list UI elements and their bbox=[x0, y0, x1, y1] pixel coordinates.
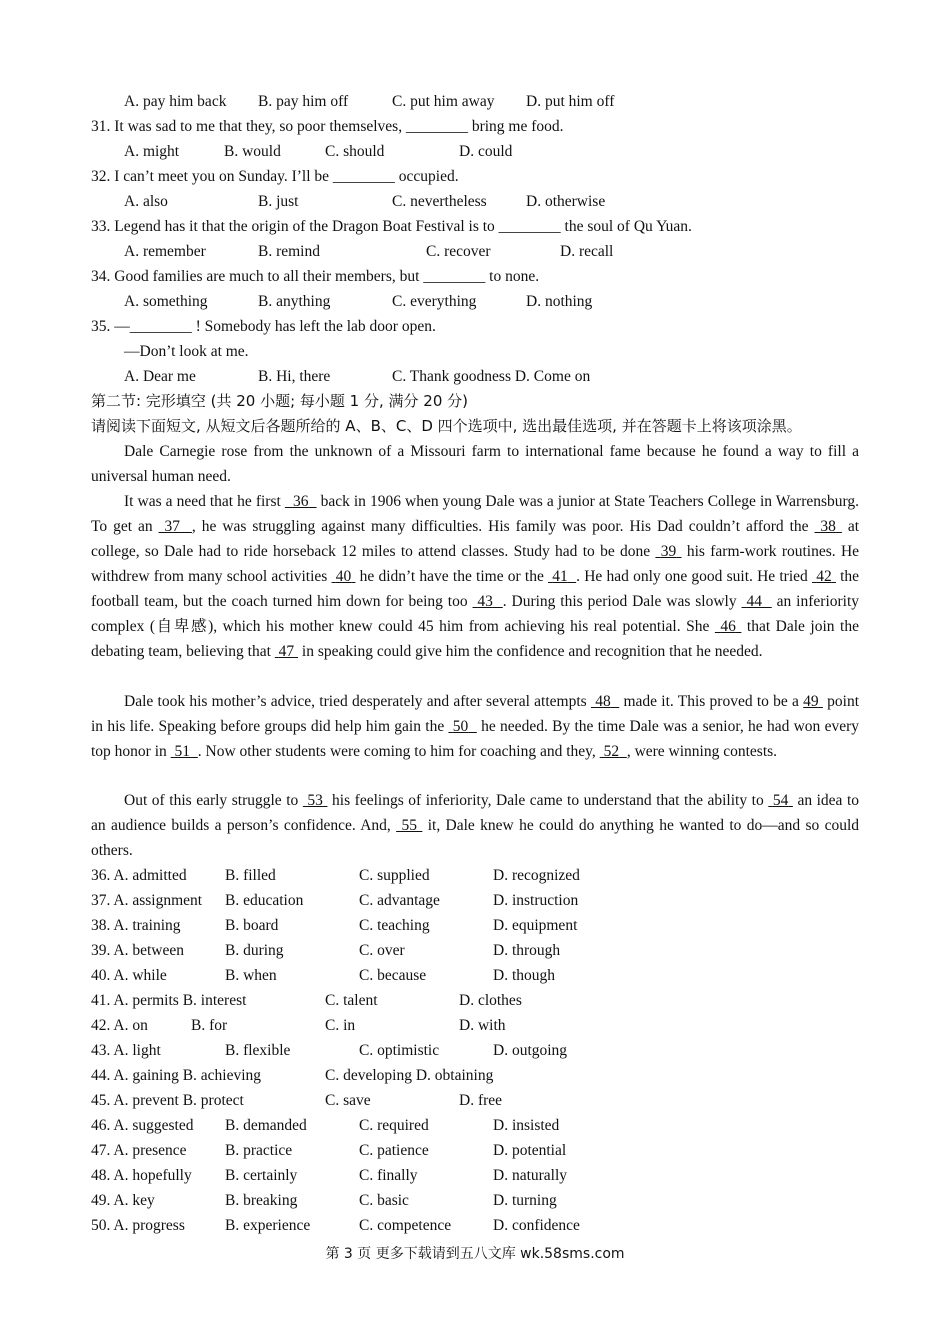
option: A. remember bbox=[124, 243, 206, 260]
cloze-option-row bbox=[91, 913, 691, 938]
text: the football team, but the coach turned him down for being too bbox=[91, 568, 860, 610]
option: 48. A. hopefully bbox=[91, 1167, 192, 1184]
blank: 41 bbox=[552, 568, 568, 585]
blank: 38 bbox=[820, 518, 836, 535]
text: at college, so Dale had to ride horseback 12 miles to attend classes. Study had to be done bbox=[91, 518, 860, 560]
option: D. with bbox=[459, 1017, 506, 1034]
text: his farm-work routines. He withdrew from many school activities bbox=[91, 543, 860, 585]
option: B. pay him off bbox=[258, 93, 349, 110]
option: D. clothes bbox=[459, 992, 522, 1009]
option: B. breaking bbox=[225, 1192, 298, 1209]
option: C. recover bbox=[426, 243, 491, 260]
option: C. supplied bbox=[359, 867, 430, 884]
text: that Dale join the debating team, believing that bbox=[91, 618, 859, 660]
question-stem: 35. —________ ! Somebody has left the lab door open. bbox=[91, 318, 436, 335]
option: D. insisted bbox=[493, 1117, 560, 1134]
option: D. equipment bbox=[493, 917, 578, 934]
blank: 54 bbox=[772, 792, 789, 809]
option: D. though bbox=[493, 967, 555, 984]
option: 49. A. key bbox=[91, 1192, 155, 1209]
blank: 51 bbox=[174, 743, 191, 760]
blank: 53 bbox=[307, 792, 323, 809]
option: B. during bbox=[225, 942, 284, 959]
blank: 48 bbox=[595, 693, 611, 710]
option: 43. A. light bbox=[91, 1042, 161, 1059]
option: C. patience bbox=[359, 1142, 429, 1159]
option: D. outgoing bbox=[493, 1042, 568, 1059]
question-stem: 32. I can’t meet you on Sunday. I’ll be ________ occupied. bbox=[91, 168, 459, 185]
blank: 47 bbox=[278, 643, 295, 660]
option: C. save bbox=[325, 1092, 371, 1109]
option: D. recall bbox=[560, 243, 614, 260]
option: A. also bbox=[124, 193, 168, 210]
question-stem: 34. Good families are much to all their members, but ________ to none. bbox=[91, 268, 540, 285]
passage-paragraph bbox=[91, 439, 859, 489]
blank: 36 bbox=[292, 493, 309, 510]
option: D. turning bbox=[493, 1192, 557, 1209]
option: C. developing D. obtaining bbox=[325, 1067, 494, 1084]
blank: 49 bbox=[803, 693, 819, 710]
option: B. certainly bbox=[225, 1167, 298, 1184]
text: , were winning contests. bbox=[626, 743, 778, 760]
text: . During this period Dale was slowly bbox=[502, 593, 742, 610]
cloze-option-row bbox=[91, 863, 691, 888]
option: D. could bbox=[459, 143, 513, 160]
blank: 37 bbox=[164, 518, 181, 535]
question-stem: 31. It was sad to me that they, so poor themselves, ________ bring me food. bbox=[91, 118, 564, 135]
option: B. board bbox=[225, 917, 279, 934]
cloze-option-row bbox=[91, 1138, 691, 1163]
blank: 46 bbox=[720, 618, 736, 635]
section-heading: 第二节: 完形填空 (共 20 小题; 每小题 1 分, 满分 20 分) bbox=[91, 392, 468, 410]
option: 42. A. on bbox=[91, 1017, 148, 1034]
passage-paragraph bbox=[91, 489, 859, 664]
option: B. would bbox=[224, 143, 281, 160]
text: point in his life. Speaking before groups did help him gain the bbox=[91, 693, 860, 735]
cloze-option-row bbox=[91, 1088, 691, 1113]
text: back in 1906 when young Dale was a junior at State Teachers College in Warrensburg. To get an bbox=[91, 493, 860, 535]
text: Out of this early struggle to bbox=[124, 792, 303, 809]
option: D. potential bbox=[493, 1142, 567, 1159]
page-footer: 第 3 页 更多下载请到五八文库 wk.58sms.com bbox=[325, 1246, 625, 1262]
blank: 50 bbox=[452, 718, 469, 735]
option: B. experience bbox=[225, 1217, 311, 1234]
option: D. naturally bbox=[493, 1167, 568, 1184]
option: B. education bbox=[225, 892, 304, 909]
option: 45. A. prevent B. protect bbox=[91, 1092, 244, 1109]
option: B. filled bbox=[225, 867, 276, 884]
option: B. for bbox=[191, 1017, 228, 1034]
question-stem: 33. Legend has it that the origin of the Dragon Boat Festival is to ________ the soul of Qu Yuan. bbox=[91, 218, 692, 235]
text: . Now other students were coming to him for coaching and they, bbox=[197, 743, 600, 760]
text: , he was struggling against many difficulties. His family was poor. His Dad couldn’t afford the bbox=[191, 518, 815, 535]
option: B. practice bbox=[225, 1142, 293, 1159]
option: C. in bbox=[325, 1017, 356, 1034]
option: 38. A. training bbox=[91, 917, 181, 934]
option: A. pay him back bbox=[124, 93, 227, 110]
option: C. optimistic bbox=[359, 1042, 440, 1059]
option: A. Dear me bbox=[124, 368, 196, 385]
cloze-option-row bbox=[91, 1063, 691, 1088]
cloze-option-row bbox=[91, 963, 691, 988]
option: C. teaching bbox=[359, 917, 430, 934]
option: C. put him away bbox=[392, 93, 495, 110]
option: C. finally bbox=[359, 1167, 418, 1184]
option: C. Thank goodness D. Come on bbox=[392, 368, 591, 385]
text: in speaking could give him the confidence and recognition that he needed. bbox=[298, 643, 763, 660]
text: an idea to an audience builds a person’s confidence. And, bbox=[91, 792, 860, 834]
text: an inferiority complex (自卑感), which his mother knew could 45 him from achieving his real potential. She bbox=[91, 593, 860, 635]
passage-paragraph bbox=[91, 689, 859, 764]
text: made it. This proved to be a bbox=[619, 693, 804, 710]
cloze-option-row bbox=[91, 938, 691, 963]
cloze-option-row bbox=[91, 1038, 691, 1063]
option: C. everything bbox=[392, 293, 477, 310]
option: D. otherwise bbox=[526, 193, 606, 210]
text: It was a need that he first bbox=[124, 493, 285, 510]
text: . He had only one good suit. He tried bbox=[576, 568, 812, 585]
cloze-option-row bbox=[91, 888, 691, 913]
option: B. remind bbox=[258, 243, 320, 260]
option: D. put him off bbox=[526, 93, 615, 110]
option: 50. A. progress bbox=[91, 1217, 185, 1234]
blank: 43 bbox=[477, 593, 493, 610]
text: Dale took his mother’s advice, tried desperately and after several attempts bbox=[124, 693, 591, 710]
option: C. advantage bbox=[359, 892, 440, 909]
cloze-option-row bbox=[91, 1113, 691, 1138]
option: 40. A. while bbox=[91, 967, 167, 984]
option: D. instruction bbox=[493, 892, 579, 909]
passage-paragraph bbox=[91, 788, 859, 863]
cloze-option-row bbox=[91, 1163, 691, 1188]
option: C. competence bbox=[359, 1217, 452, 1234]
dialogue-reply: —Don’t look at me. bbox=[124, 343, 249, 360]
paragraph-text: Dale Carnegie rose from the unknown of a Missouri farm to international fame because he found a way to fill a universal human need. bbox=[91, 443, 859, 485]
option: 41. A. permits B. interest bbox=[91, 992, 247, 1009]
blank: 44 bbox=[746, 593, 762, 610]
option: B. just bbox=[258, 193, 299, 210]
option: 47. A. presence bbox=[91, 1142, 187, 1159]
option: D. nothing bbox=[526, 293, 593, 310]
option: C. because bbox=[359, 967, 427, 984]
option: B. anything bbox=[258, 293, 331, 310]
blank: 39 bbox=[660, 543, 677, 560]
option: A. something bbox=[124, 293, 208, 310]
option: 36. A. admitted bbox=[91, 867, 187, 884]
option: 37. A. assignment bbox=[91, 892, 203, 909]
option: C. should bbox=[325, 143, 385, 160]
option: D. confidence bbox=[493, 1217, 580, 1234]
text: his feelings of inferiority, Dale came to understand that the ability to bbox=[327, 792, 769, 809]
blank: 42 bbox=[816, 568, 832, 585]
option: B. demanded bbox=[225, 1117, 307, 1134]
cloze-option-row bbox=[91, 1213, 691, 1238]
cloze-option-row bbox=[91, 1188, 691, 1213]
cloze-option-row bbox=[91, 1013, 691, 1038]
text: he needed. By the time Dale was a senior, he had won every top honor in bbox=[91, 718, 860, 760]
option: B. when bbox=[225, 967, 277, 984]
blank: 52 bbox=[603, 743, 620, 760]
option: C. talent bbox=[325, 992, 378, 1009]
option: C. over bbox=[359, 942, 405, 959]
option: D. recognized bbox=[493, 867, 580, 884]
text: he didn’t have the time or the bbox=[355, 568, 549, 585]
option: 46. A. suggested bbox=[91, 1117, 194, 1134]
section-instruction: 请阅读下面短文, 从短文后各题所给的 A、B、C、D 四个选项中, 选出最佳选项, 并在答题卡上将该项涂黑。 bbox=[91, 417, 802, 435]
option: D. through bbox=[493, 942, 561, 959]
option: A. might bbox=[124, 143, 180, 160]
cloze-option-row bbox=[91, 988, 691, 1013]
option: 44. A. gaining B. achieving bbox=[91, 1067, 262, 1084]
option: C. required bbox=[359, 1117, 429, 1134]
option: D. free bbox=[459, 1092, 503, 1109]
blank: 55 bbox=[401, 817, 417, 834]
blank: 40 bbox=[335, 568, 352, 585]
option: B. flexible bbox=[225, 1042, 291, 1059]
text: it, Dale knew he could do anything he wanted to do—and so could others. bbox=[91, 817, 860, 859]
option: C. nevertheless bbox=[392, 193, 487, 210]
option: 39. A. between bbox=[91, 942, 184, 959]
option: C. basic bbox=[359, 1192, 409, 1209]
option: B. Hi, there bbox=[258, 368, 331, 385]
